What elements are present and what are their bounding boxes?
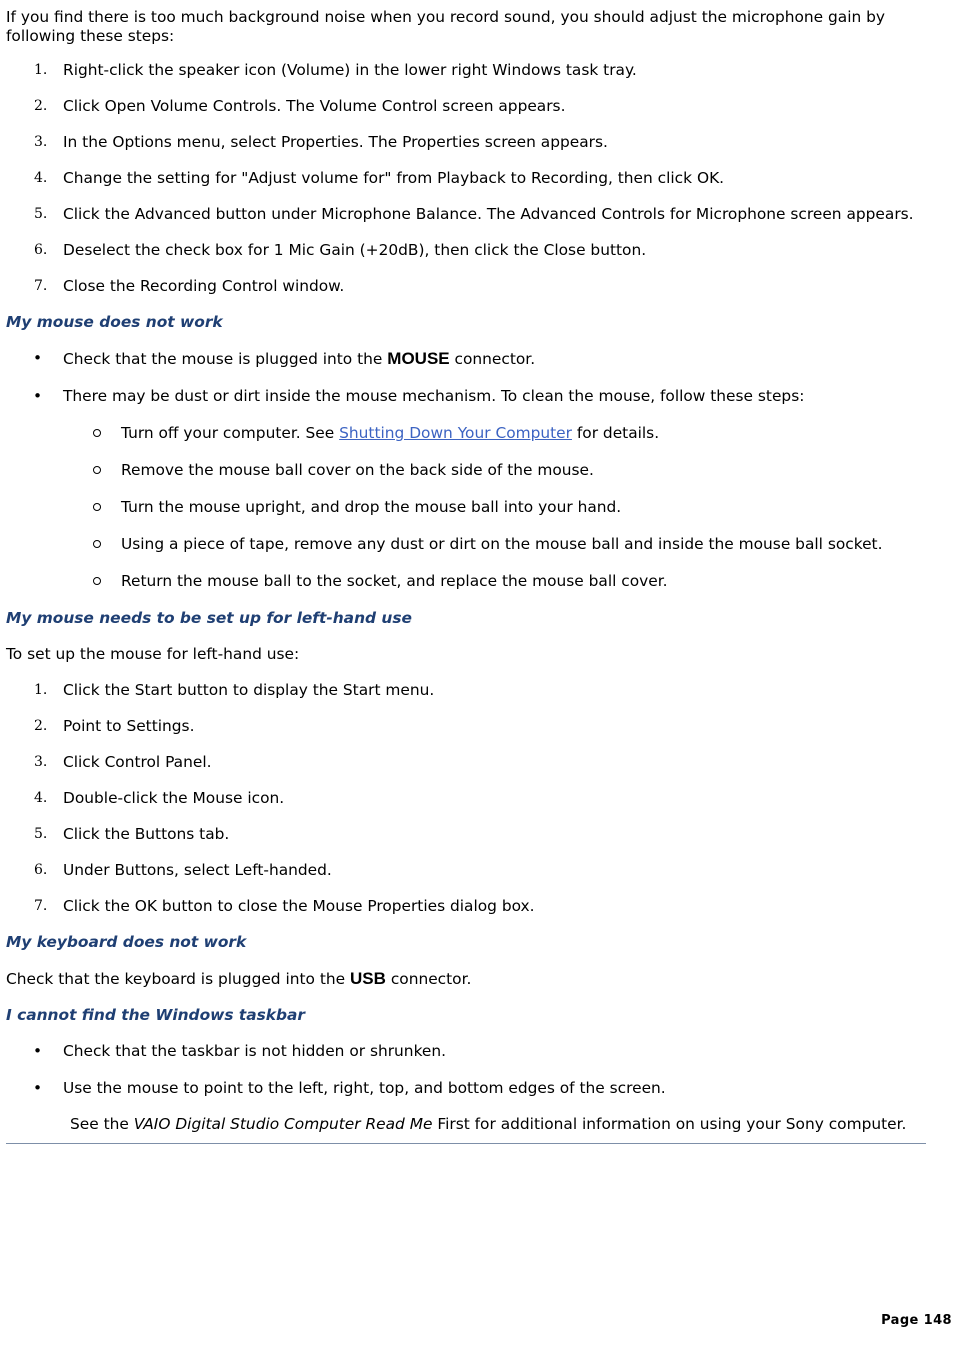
step-text: Click the Buttons tab. <box>63 825 230 843</box>
page-number: Page 148 <box>881 1313 952 1328</box>
step-text: Deselect the check box for 1 Mic Gain (+20dB), then click the Close button. <box>63 241 647 259</box>
step-number: 3. <box>34 134 48 150</box>
step-number: 2. <box>34 98 48 114</box>
heading-mouse-not-working: My mouse does not work <box>6 313 223 331</box>
list-item <box>63 498 946 517</box>
note-text: See the <box>70 1115 129 1133</box>
mouse-bullets <box>6 349 946 591</box>
step-number: 5. <box>34 206 48 222</box>
intro-paragraph: If you find there is too much background noise when you record sound, you should adjust the microphone gain by following these steps: <box>6 8 886 45</box>
list-item <box>63 572 946 591</box>
list-item <box>6 133 946 152</box>
sub-item-text: Turn off your computer. See <box>121 424 335 442</box>
left-hand-intro: To set up the mouse for left-hand use: <box>6 645 300 663</box>
step-number: 6. <box>34 862 48 878</box>
list-item <box>6 241 946 260</box>
list-item <box>6 61 946 80</box>
step-text: Double-click the Mouse icon. <box>63 789 285 807</box>
circle-bullet-icon <box>93 577 101 585</box>
mouse-cleaning-steps <box>63 424 946 591</box>
step-text: In the Options menu, select Properties. The Properties screen appears. <box>63 133 608 151</box>
list-item <box>6 681 946 700</box>
left-hand-steps <box>6 681 946 916</box>
step-number: 1. <box>34 62 48 78</box>
circle-bullet-icon <box>93 540 101 548</box>
circle-bullet-icon <box>93 503 101 511</box>
list-item <box>6 717 946 736</box>
list-item <box>6 753 946 772</box>
bullet-text: Use the mouse to point to the left, right, top, and bottom edges of the screen. <box>63 1079 666 1097</box>
step-text: Close the Recording Control window. <box>63 277 345 295</box>
heading-left-hand-use: My mouse needs to be set up for left-hand use <box>6 609 412 627</box>
step-number: 3. <box>34 754 48 770</box>
step-number: 7. <box>34 898 48 914</box>
list-item <box>6 349 946 369</box>
shutting-down-link[interactable]: Shutting Down Your Computer <box>339 424 572 442</box>
step-number: 4. <box>34 790 48 806</box>
step-number: 7. <box>34 278 48 294</box>
circle-bullet-icon <box>93 429 101 437</box>
step-number: 1. <box>34 682 48 698</box>
step-text: Under Buttons, select Left-handed. <box>63 861 332 879</box>
list-item <box>6 897 946 916</box>
heading-keyboard-not-working: My keyboard does not work <box>6 933 247 951</box>
step-number: 2. <box>34 718 48 734</box>
bullet-text: There may be dust or dirt inside the mouse mechanism. To clean the mouse, follow these steps: <box>63 387 805 405</box>
step-number: 5. <box>34 826 48 842</box>
keyboard-text: Check that the keyboard is plugged into the <box>6 970 346 988</box>
bullet-text: Check that the taskbar is not hidden or shrunken. <box>63 1042 447 1060</box>
connector-label-usb: USB <box>350 969 386 988</box>
keyboard-text: connector. <box>390 970 472 988</box>
keyboard-paragraph <box>6 969 946 989</box>
list-item <box>6 387 946 591</box>
heading-taskbar: I cannot find the Windows taskbar <box>6 1006 306 1024</box>
bullet-icon: • <box>33 349 43 367</box>
list-item <box>63 461 946 480</box>
connector-label-mouse: MOUSE <box>387 349 450 368</box>
list-item <box>63 424 946 443</box>
step-text: Change the setting for "Adjust volume for" from Playback to Recording, then click OK. <box>63 169 725 187</box>
circle-bullet-icon <box>93 466 101 474</box>
list-item <box>6 789 946 808</box>
sub-item-text: Using a piece of tape, remove any dust or dirt on the mouse ball and inside the mouse ball socket. <box>121 535 883 553</box>
step-text: Right-click the speaker icon (Volume) in the lower right Windows task tray. <box>63 61 637 79</box>
step-text: Click the OK button to close the Mouse Properties dialog box. <box>63 897 535 915</box>
step-text: Click the Start button to display the Start menu. <box>63 681 435 699</box>
sub-item-text: Turn the mouse upright, and drop the mouse ball into your hand. <box>121 498 622 516</box>
note-title: VAIO Digital Studio Computer Read Me <box>133 1115 433 1133</box>
taskbar-bullets <box>6 1042 946 1098</box>
list-item <box>63 535 946 554</box>
mic-gain-steps <box>6 61 946 296</box>
horizontal-divider <box>6 1143 926 1144</box>
note-text: First for additional information on using your Sony computer. <box>437 1115 907 1133</box>
list-item <box>6 205 946 224</box>
step-text: Click Control Panel. <box>63 753 212 771</box>
step-number: 6. <box>34 242 48 258</box>
list-item <box>6 1042 946 1061</box>
bullet-icon: • <box>33 1079 43 1097</box>
step-text: Click the Advanced button under Microphone Balance. The Advanced Controls for Microphone screen appears. <box>63 205 914 223</box>
list-item <box>6 861 946 880</box>
bullet-text: connector. <box>454 350 536 368</box>
bullet-text: Check that the mouse is plugged into the <box>63 350 383 368</box>
document-page <box>6 8 946 1144</box>
list-item <box>6 1079 946 1098</box>
sub-item-text: Remove the mouse ball cover on the back side of the mouse. <box>121 461 594 479</box>
read-me-note <box>6 1115 946 1134</box>
list-item <box>6 825 946 844</box>
step-number: 4. <box>34 170 48 186</box>
sub-item-text: for details. <box>576 424 660 442</box>
list-item <box>6 277 946 296</box>
step-text: Point to Settings. <box>63 717 195 735</box>
list-item <box>6 169 946 188</box>
sub-item-text: Return the mouse ball to the socket, and replace the mouse ball cover. <box>121 572 668 590</box>
bullet-icon: • <box>33 1042 43 1060</box>
bullet-icon: • <box>33 387 43 405</box>
step-text: Click Open Volume Controls. The Volume Control screen appears. <box>63 97 566 115</box>
list-item <box>6 97 946 116</box>
